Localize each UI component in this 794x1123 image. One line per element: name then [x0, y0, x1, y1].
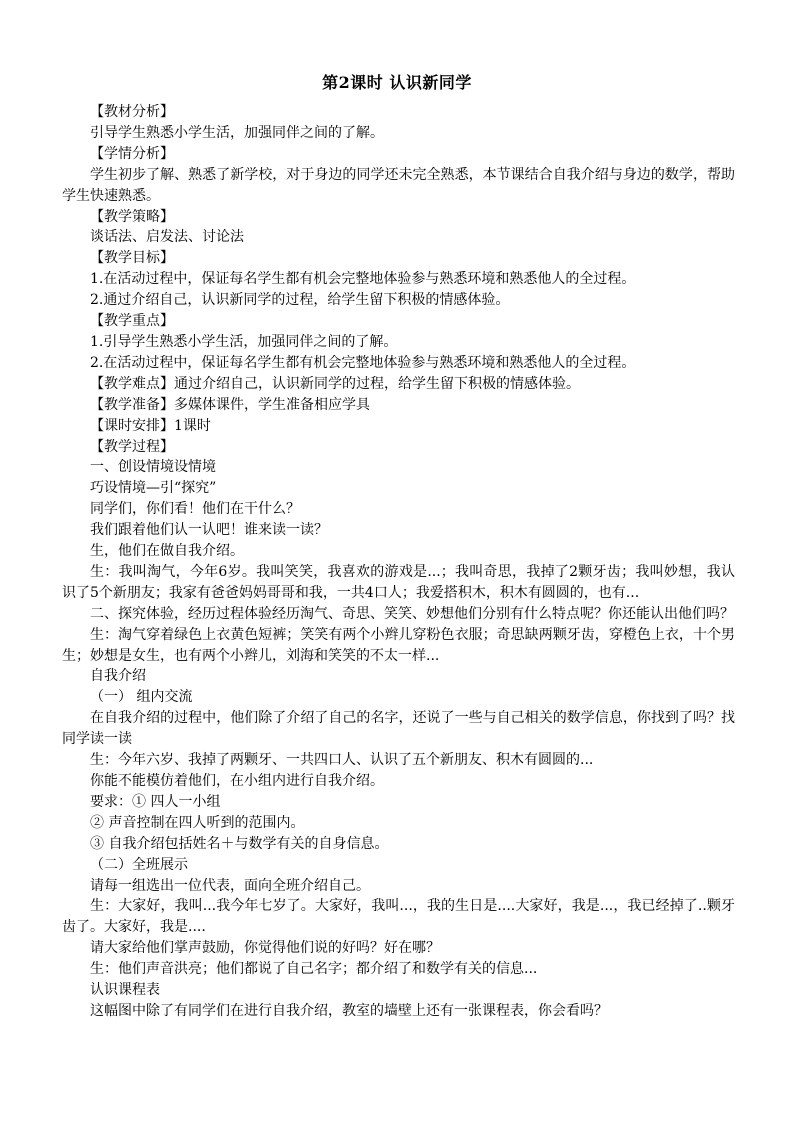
paragraph: 1.引导学生熟悉小学生活，加强同伴之间的了解。 [90, 333, 398, 350]
paragraph: 2.通过介绍自己，认识新同学的过程，给学生留下积极的情感体验。 [90, 292, 510, 309]
paragraph: 这幅图中除了有同学们在进行自我介绍，教室的墙壁上还有一张课程表，你会看吗？ [90, 1002, 608, 1019]
page-title: 第2课时 认识新同学 [322, 73, 472, 92]
paragraph-preparation: 【教学准备】多媒体课件，学生准备相应学具 [90, 396, 370, 413]
paragraph: 生：淘气穿着绿色上衣黄色短裤；笑笑有两个小辫儿穿粉色衣服；奇思缺两颗牙齿，穿橙色上衣，十个男生；妙想是女生，也有两个小辫儿，刘海和笑笑的不太一样... [62, 626, 735, 664]
paragraph: 要求：① 四人一小组 [90, 793, 221, 810]
paragraph: （一） 组内交流 [90, 689, 193, 706]
section-heading-teaching-strategy: 【教学策略】 [90, 208, 174, 225]
paragraph: 你能不能模仿着他们，在小组内进行自我介绍。 [90, 773, 384, 789]
paragraph: 请每一组选出一位代表，面向全班介绍自己。 [90, 877, 370, 894]
paragraph: 2.在活动过程中，保证每名学生都有机会完整地体验参与熟悉环境和熟悉他人的全过程。 [90, 354, 636, 371]
paragraph: 在自我介绍的过程中，他们除了介绍了自己的名字，还说了一些与自己相关的数学信息，你找到了吗？找同学读一读 [62, 710, 735, 748]
paragraph: 同学们，你们看！他们在干什么？ [90, 501, 300, 518]
paragraph: 二、探究体验，经历过程体验经历淘气、奇思、笑笑、妙想他们分别有什么特点呢？你还能认出他们吗？ [90, 605, 734, 622]
section-heading-textbook-analysis: 【教材分析】 [90, 104, 174, 120]
paragraph: 自我介绍 [90, 668, 146, 685]
paragraph: 引导学生熟悉小学生活，加强同伴之间的了解。 [90, 124, 384, 141]
paragraph: 学生初步了解、熟悉了新学校，对于身边的同学还未完全熟悉，本节课结合自我介绍与身边的数学，帮助学生快速熟悉。 [62, 166, 735, 204]
paragraph: 生，他们在做自我介绍。 [90, 543, 244, 560]
paragraph: 我们跟着他们认一认吧！谁来读一读？ [90, 522, 328, 539]
paragraph: 生：今年六岁、我掉了两颗牙、一共四口人、认识了五个新朋友、积木有圆圆的... [90, 752, 594, 769]
section-heading-student-analysis: 【学情分析】 [90, 145, 174, 162]
paragraph: 生：大家好，我叫...我今年七岁了。大家好，我叫...，我的生日是....大家好，我是...，我已经掉了..颗牙齿了。大家好，我是.... [62, 898, 735, 936]
document-body [62, 102, 735, 1022]
paragraph: 巧设情境—引“探究” [90, 480, 217, 497]
paragraph: 生：他们声音洪亮；他们都说了自己名字；都介绍了和数学有关的信息... [90, 961, 538, 978]
paragraph: ③ 自我介绍包括姓名＋与数学有关的自身信息。 [90, 835, 389, 852]
section-heading-teaching-process: 【教学过程】 [90, 438, 174, 455]
paragraph: 认识课程表 [90, 982, 160, 999]
paragraph: 一、创设情境设情境 [90, 459, 216, 476]
paragraph-difficulties: 【教学难点】通过介绍自己，认识新同学的过程，给学生留下积极的情感体验。 [90, 375, 580, 392]
paragraph: ② 声音控制在四人听到的范围内。 [90, 814, 305, 831]
paragraph: 谈话法、启发法、讨论法 [90, 229, 244, 246]
paragraph: 请大家给他们掌声鼓励，你觉得他们说的好吗？好在哪？ [90, 940, 440, 957]
section-heading-teaching-goals: 【教学目标】 [90, 250, 174, 267]
paragraph-schedule: 【课时安排】1课时 [90, 417, 211, 434]
paragraph: 生：我叫淘气，今年6岁。我叫笑笑，我喜欢的游戏是...；我叫奇思，我掉了2颗牙齿；我叫妙想，我认识了5个新朋友；我家有爸爸妈妈哥哥和我，一共4口人；我爱搭积木，积木有圆圆的，也有... [62, 563, 735, 601]
section-heading-key-points: 【教学重点】 [90, 313, 174, 330]
paragraph: （二）全班展示 [90, 856, 188, 873]
paragraph: 1.在活动过程中，保证每名学生都有机会完整地体验参与熟悉环境和熟悉他人的全过程。 [90, 271, 636, 288]
